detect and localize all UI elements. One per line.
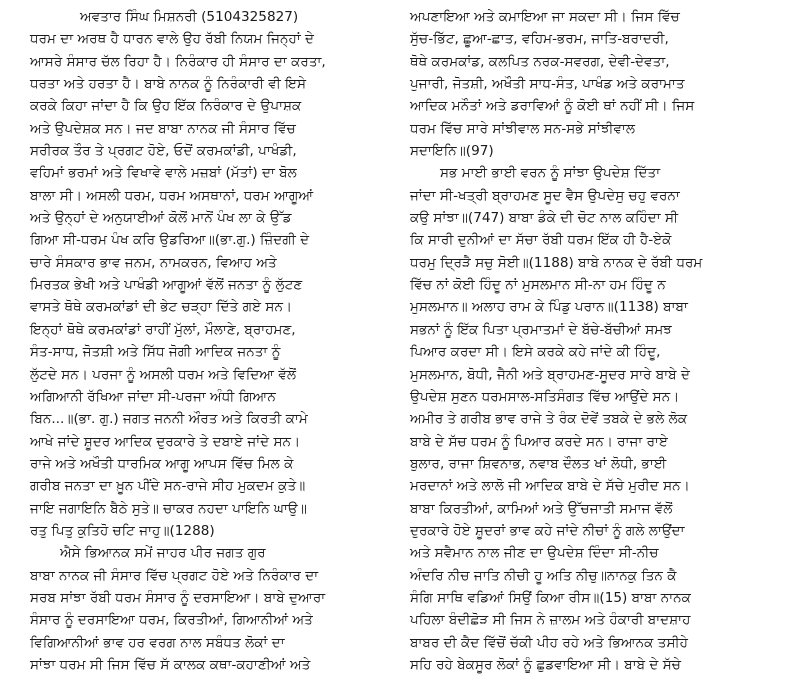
text-line: ਬਾਲਾ ਸੀ। ਅਸਲੀ ਧਰਮ, ਧਰਮ ਅਸਥਾਨਾਂ, ਧਰਮ ਆਗੂਆਂ (30, 187, 314, 204)
text-line: ਸਦਾਇਨਿ॥(97) (410, 143, 494, 160)
text-line: ਬਾਬਾ ਨਾਨਕ ਜੀ ਸੰਸਾਰ ਵਿੱਚ ਪ੍ਰਗਟ ਹੋਏ ਅਤੇ ਨਿਰੰਕਾਰ ਦਾ (30, 567, 319, 584)
text-line: ਬਾਬਾ ਕਿਰਤੀਆਂ, ਕਾਮਿਆਂ ਅਤੇ ਉੱਚਜਾਤੀ ਸਮਾਜ ਵੱਲੋਂ (410, 500, 673, 517)
text-line: ਲੁੱਟਦੇ ਸਨ। ਪਰਜਾ ਨੂੰ ਅਸਲੀ ਧਰਮ ਅਤੇ ਵਿਦਿਆ ਵੱਲੋਂ (30, 366, 297, 383)
text-line: ਬੁਲਾਰ, ਰਾਜਾ ਸ਼ਿਵਨਾਭ, ਨਵਾਬ ਦੌਲਤ ਖਾਂ ਲੋਧੀ, ਭਾਈ (410, 455, 667, 472)
text-line: ਸੰਗਿ ਸਾਥਿ ਵਡਿਆਂ ਸਿਉਂ ਕਿਆ ਰੀਸ॥(15) ਬਾਬਾ ਨਾਨਕ (410, 589, 691, 606)
text-line: ਚਾਰੇ ਸੰਸਕਾਰ ਭਾਵ ਜਨਮ, ਨਾਮਕਰਨ, ਵਿਆਹ ਅਤੇ (30, 254, 277, 271)
text-line: ਮਰਦਾਨਾਂ ਅਤੇ ਲਾਲੋ ਜੀ ਆਦਿਕ ਬਾਬੇ ਦੇ ਸੱਚੇ ਮੁਰੀਦ ਸਨ। (410, 478, 690, 495)
text-line: ਸਰਬ ਸਾਂਝਾ ਰੱਬੀ ਧਰਮ ਸੰਸਾਰ ਨੂੰ ਦਰਸਾਇਆ। ਬਾਬੇ ਦੁਆਰਾ (30, 589, 326, 606)
text-line: ਪੁਜਾਰੀ, ਜੋਤਸ਼ੀ, ਅਖੌਤੀ ਸਾਧ-ਸੰਤ, ਪਾਖੰਡ ਅਤੇ ਕਰਾਮਾਤ (410, 76, 685, 93)
text-line: ਮੁਸਲਮਾਨ॥ ਅਲਾਹ ਰਾਮ ਕੇ ਪਿੰਡੁ ਪਰਾਨ॥(1138) ਬਾਬਾ (410, 299, 688, 316)
text-line: ਕਉ ਸਾਂਝਾ॥(747) ਬਾਬਾ ਡੰਕੇ ਦੀ ਚੋਟ ਨਾਲ ਕਹਿੰਦਾ ਸੀ (410, 210, 679, 227)
text-line: ਧਰਤਾ ਅਤੇ ਹਰਤਾ ਹੈ। ਬਾਬੇ ਨਾਨਕ ਨੂੰ ਨਿਰੰਕਾਰੀ ਵੀ ਇਸੇ (30, 76, 307, 93)
text-line: ਕਿ ਸਾਰੀ ਦੁਨੀਆਂ ਦਾ ਸੱਚਾ ਰੱਬੀ ਧਰਮ ਇੱਕ ਹੀ ਹੈ-ਏਕੋ (410, 232, 672, 249)
text-line: ਆਸਰੇ ਸੰਸਾਰ ਚੱਲ ਰਿਹਾ ਹੈ। ਨਿਰੰਕਾਰ ਹੀ ਸੰਸਾਰ ਦਾ ਕਰਤਾ, (30, 53, 326, 70)
text-line: ਗਰੀਬ ਜਨਤਾ ਦਾ ਖ਼ੂਨ ਪੀਂਦੇ ਸਨ-ਰਾਜੇ ਸੀਹ ਮੁਕਦਮ ਕੁਤੇ॥ (30, 478, 306, 495)
left-column (30, 6, 392, 676)
text-line: ਧਰਮੁ ਦ੍ਰਿੜੈ ਸਚੁ ਸੋਈ॥(1188) ਬਾਬੇ ਨਾਨਕ ਦੇ ਰੱਬੀ ਧਰਮ (410, 254, 703, 271)
text-line: ਬਾਬਰ ਦੀ ਕੈਦ ਵਿੱਚੋਂ ਚੱਕੀ ਪੀਹ ਰਹੇ ਅਤੇ ਭਿਆਨਕ ਤਸੀਹੇ (410, 634, 688, 651)
text-line: ਸਰੀਰਕ ਤੌਰ ਤੇ ਪ੍ਰਗਟ ਹੋਏ, ਓਦੋਂ ਕਰਮਕਾਂਡੀ, ਪਾਖੰਡੀ, (30, 143, 297, 160)
text-line: ਅਤੇ ਉਪਦੇਸ਼ਕ ਸਨ। ਜਦ ਬਾਬਾ ਨਾਨਕ ਜੀ ਸੰਸਾਰ ਵਿੱਚ (30, 120, 296, 137)
text-line: ਆਦਿਕ ਮਨੌਤਾਂ ਅਤੇ ਡਰਾਵਿਆਂ ਨੂੰ ਕੋਈ ਥਾਂ ਨਹੀਂ ਸੀ। ਜਿਸ (410, 98, 695, 115)
text-line: ਬਿਨ...॥(ਭਾ. ਗੁ.) ਜਗਤ ਜਨਨੀ ਔਰਤ ਅਤੇ ਕਿਰਤੀ ਕਾਮੇ (30, 411, 308, 428)
text-line: ਅੰਦਰਿ ਨੀਚ ਜਾਤਿ ਨੀਚੀ ਹੂ ਅਤਿ ਨੀਚੁ॥ਨਾਨਕੁ ਤਿਨ ਕੈ (410, 567, 677, 584)
text-line: ਸੁੱਚ-ਭਿੱਟ, ਛੂਆ-ਛਾਤ, ਵਹਿਮ-ਭਰਮ, ਜਾਤਿ-ਬਰਾਦਰੀ, (410, 31, 669, 48)
text-line: ਵਹਿਮਾਂ ਭਰਮਾਂ ਅਤੇ ਵਿਖਾਵੇ ਵਾਲੇ ਮਜ਼ਬਾਂ (ਮੱਤਾਂ) ਦਾ ਬੋਲ (30, 165, 297, 182)
text-line: ਗਿਆ ਸੀ-ਧਰਮ ਪੰਖ ਕਰਿ ਉਡਰਿਆ॥(ਭਾ.ਗੁ.) ਜ਼ਿੰਦਗੀ ਦੇ (30, 232, 310, 249)
text-line: ਰਤੁ ਪਿਤੁ ਕੁਤਿਹੋ ਚਟਿ ਜਾਹੁ॥(1288) (30, 522, 215, 539)
text-line: ਵਾਸਤੇ ਥੋਥੇ ਕਰਮਕਾਂਡਾਂ ਦੀ ਭੇਟ ਚੜ੍ਹਾ ਦਿੱਤੇ ਗਏ ਸਨ। (30, 299, 293, 316)
text-line: ਧਰਮ ਦਾ ਅਰਥ ਹੈ ਧਾਰਨ ਵਾਲੇ ਉਹ ਰੱਬੀ ਨਿਯਮ ਜਿਨ੍ਹਾਂ ਦੇ (30, 31, 314, 48)
paragraph-start-line: ਐਸੇ ਭਿਆਨਕ ਸਮੇਂ ਜਾਹਰ ਪੀਰ ਜਗਤ ਗੁਰ (60, 545, 266, 562)
text-line: ਸੰਸਾਰ ਨੂੰ ਦਰਸਾਇਆ ਧਰਮ, ਕਿਰਤੀਆਂ, ਗਿਆਨੀਆਂ ਅਤੇ (30, 612, 313, 629)
text-line: ਇਨ੍ਹਾਂ ਥੋਥੇ ਕਰਮਕਾਂਡਾਂ ਰਾਹੀਂ ਮੁੱਲਾਂ, ਮੌਲਾਣੇ, ਬ੍ਰਾਹਮਣ, (30, 321, 296, 338)
text-line: ਸੰਤ-ਸਾਧ, ਜੋਤਸ਼ੀ ਅਤੇ ਸਿੱਧ ਜੋਗੀ ਆਦਿਕ ਜਨਤਾ ਨੂੰ (30, 344, 281, 361)
text-line: ਪਹਿਲਾ ਬੰਦੀਛੋੜ ਸੀ ਜਿਸ ਨੇ ਜ਼ਾਲਮ ਅਤੇ ਹੰਕਾਰੀ ਬਾਦਸ਼ਾਹ (410, 612, 691, 629)
column-gutter (399, 0, 400, 653)
text-line: ਬਾਬੇ ਦੇ ਸੱਚ ਧਰਮ ਨੂੰ ਪਿਆਰ ਕਰਦੇ ਸਨ। ਰਾਜਾ ਰਾਏ (410, 433, 668, 450)
text-line: ਕਰਕੇ ਕਿਹਾ ਜਾਂਦਾ ਹੈ ਕਿ ਉਹ ਇੱਕ ਨਿਰੰਕਾਰ ਦੇ ਉਪਾਸ਼ਕ (30, 98, 302, 115)
text-line: ਜਾਂਦਾ ਸੀ-ਖਤ੍ਰੀ ਬ੍ਰਾਹਮਣ ਸੂਦ ਵੈਸ ਉਪਦੇਸੁ ਚਹੁ ਵਰਨਾ (410, 187, 680, 204)
text-line: ਸਾਂਝਾ ਧਰਮ ਸੀ ਜਿਸ ਵਿੱਚ ਸੱ ਕਾਲਕ ਕਥਾ-ਕਹਾਣੀਆਂ ਅਤੇ (30, 656, 311, 673)
text-line: ਅਗਿਆਨੀ ਰੱਖਿਆ ਜਾਂਦਾ ਸੀ-ਪਰਜਾ ਅੰਧੀ ਗਿਆਨ (30, 388, 276, 405)
text-line: ਜਾਇ ਜਗਾਇਨਿ ਬੈਠੇ ਸੁਤੇ॥ ਚਾਕਰ ਨਹਦਾ ਪਾਇਨਿ ਘਾਉ॥ (30, 500, 307, 517)
text-line: ਵਿੱਚ ਨਾਂ ਕੋਈ ਹਿੰਦੂ ਨਾਂ ਮੁਸਲਮਾਨ ਸੀ-ਨਾ ਹਮ ਹਿੰਦੂ ਨ (410, 277, 666, 294)
text-line: ਪਿਆਰ ਕਰਦਾ ਸੀ। ਇਸੇ ਕਰਕੇ ਕਹੇ ਜਾਂਦੇ ਕੀ ਹਿੰਦੂ, (410, 344, 661, 361)
text-line: ਵਿਗਿਆਨੀਆਂ ਭਾਵ ਹਰ ਵਰਗ ਨਾਲ ਸਬੰਧਤ ਲੋਕਾਂ ਦਾ (30, 634, 285, 651)
text-line: ਆਖੇ ਜਾਂਦੇ ਸ਼ੂਦਰ ਆਦਿਕ ਦੁਰਕਾਰੇ ਤੇ ਦਬਾਏ ਜਾਂਦੇ ਸਨ। (30, 433, 301, 450)
text-line: ਅਤੇ ਉਨ੍ਹਾਂ ਦੇ ਅਨੁਯਾਈਆਂ ਕੋਲੋਂ ਮਾਨੋਂ ਪੰਖ ਲਾ ਕੇ ਉੱਡ (30, 210, 292, 227)
text-line: ਮਿਰਤਕ ਭੇਖੀ ਅਤੇ ਪਾਖੰਡੀ ਆਗੂਆਂ ਵੱਲੋਂ ਜਨਤਾ ਨੂੰ ਲੁੱਟਣ (30, 277, 303, 294)
text-line: ਮੁਸਲਮਾਨ, ਬੋਧੀ, ਜੈਨੀ ਅਤੇ ਬ੍ਰਾਹਮਣ-ਸੂਦਰ ਸਾਰੇ ਬਾਬੇ ਦੇ (410, 366, 690, 383)
text-line: ਸਭਨਾਂ ਨੂੰ ਇੱਕ ਪਿਤਾ ਪ੍ਰਮਾਤਮਾਂ ਦੇ ਬੱਚੇ-ਬੱਚੀਆਂ ਸਮਝ (410, 321, 672, 338)
text-line: ਅਪਣਾਇਆ ਅਤੇ ਕਮਾਇਆ ਜਾ ਸਕਦਾ ਸੀ। ਜਿਸ ਵਿੱਚ (410, 9, 680, 25)
text-line: ਅਤੇ ਸਵੈਮਾਨ ਨਾਲ ਜੀਣ ਦਾ ਉਪਦੇਸ਼ ਦਿੰਦਾ ਸੀ-ਨੀਚ (410, 545, 659, 562)
text-line: ਰਾਜੇ ਅਤੇ ਅਖੌਤੀ ਧਾਰਮਿਕ ਆਗੂ ਆਪਸ ਵਿੱਚ ਮਿਲ ਕੇ (30, 455, 294, 472)
text-line: ਥੋਥੇ ਕਰਮਕਾਂਡ, ਕਲਪਿਤ ਨਰਕ-ਸਵਰਗ, ਦੇਵੀ-ਦੇਵਤਾ, (410, 53, 670, 70)
text-line: ਉਪਦੇਸ਼ ਸੁਣਨ ਧਰਮਸਾਲ-ਸਤਿਸੰਗਤ ਵਿੱਚ ਆਉਂਦੇ ਸਨ। (410, 388, 680, 405)
text-line: ਅਮੀਰ ਤੇ ਗਰੀਬ ਭਾਵ ਰਾਜੇ ਤੇ ਰੰਕ ਦੋਵੇਂ ਤਬਕੇ ਦੇ ਭਲੇ ਲੋਕ (410, 411, 688, 428)
text-line: ਸਹਿ ਰਹੇ ਬੇਕਸੂਰ ਲੋਕਾਂ ਨੂੰ ਛੁਡਵਾਇਆ ਸੀ। ਬਾਬੇ ਦੇ ਸੱਚੇ (410, 656, 681, 673)
text-line: ਧਰਮ ਵਿੱਚ ਸਾਰੇ ਸਾਂਝੀਵਾਲ ਸਨ-ਸਭੇ ਸਾਂਝੀਵਾਲ (410, 120, 636, 137)
right-column (410, 6, 778, 676)
paragraph-start-line: ਸਭ ਮਾਈ ਭਾਈ ਵਰਨ ਨੂੰ ਸਾਂਝਾ ਉਪਦੇਸ਼ ਦਿੱਤਾ (440, 165, 661, 182)
text-line: ਦੁਰਕਾਰੇ ਹੋਏ ਸ਼ੂਦਰਾਂ ਭਾਵ ਕਹੇ ਜਾਂਦੇ ਨੀਚਾਂ ਨੂੰ ਗਲੇ ਲਾਉਂਦਾ (410, 522, 685, 539)
author-byline: ਅਵਤਾਰ ਸਿੰਘ ਮਿਸ਼ਨਰੀ (5104325827) (80, 9, 299, 25)
